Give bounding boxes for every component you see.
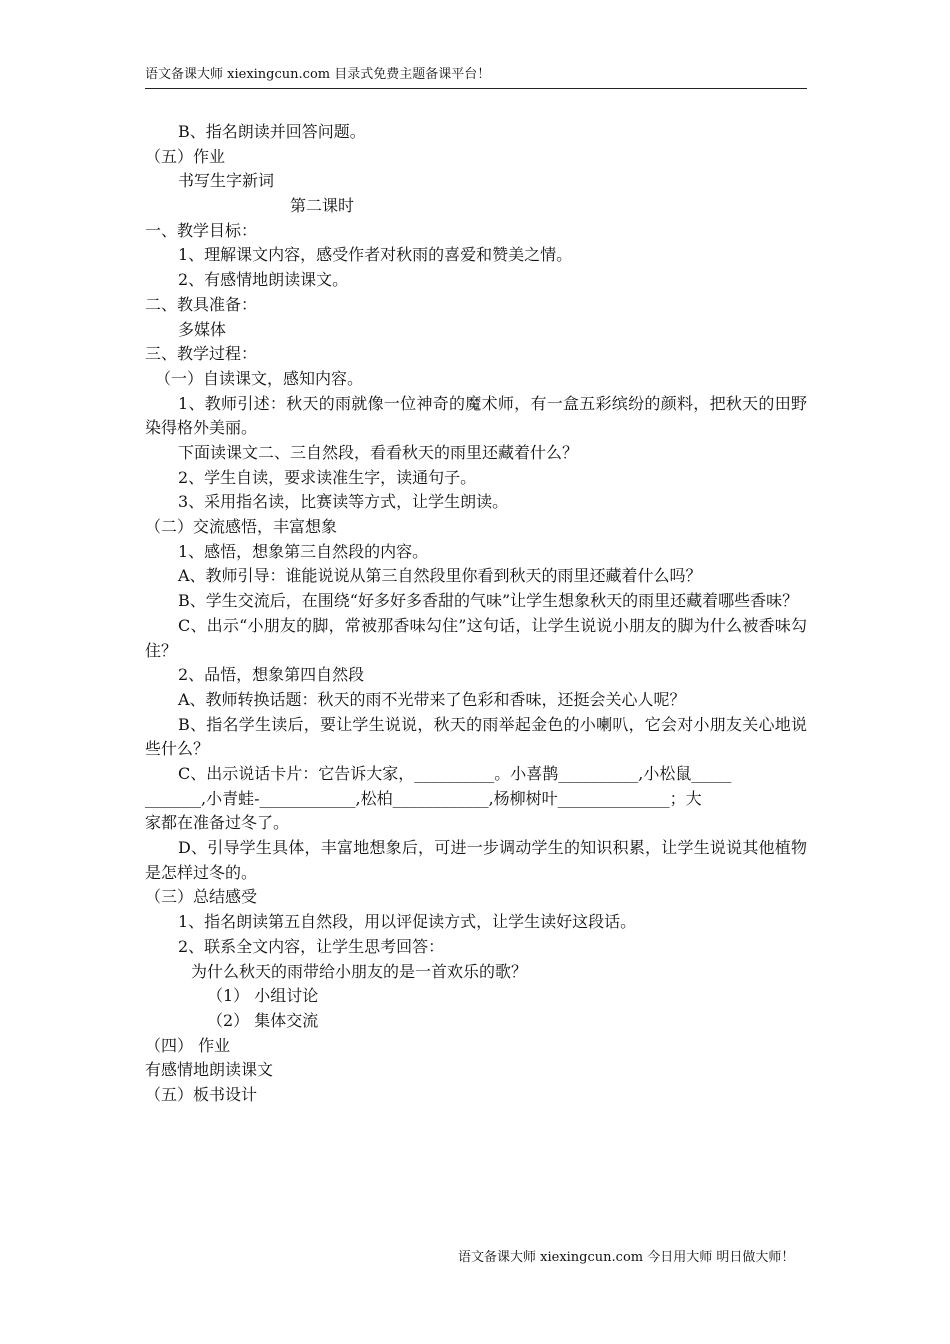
section-heading: 三、教学过程：	[145, 344, 258, 364]
paragraph: D、引导学生具体，丰富地想象后，可进一步调动学生的知识积累，让学生说说其他植物是怎样过冬的。	[145, 838, 807, 882]
text-line: 2、联系全文内容，让学生思考回答：	[178, 936, 445, 956]
text-line: 1、理解课文内容，感受作者对秋雨的喜爱和赞美之情。	[178, 245, 573, 265]
paragraph: B、指名学生读后，要让学生说说，秋天的雨举起金色的小喇叭，它会对小朋友关心地说些什么？	[145, 714, 807, 759]
text-line: 为什么秋天的雨带给小朋友的是一首欢乐的歌？	[191, 961, 528, 981]
text-line: C、出示说话卡片：它告诉大家，__________。小喜鹊__________,小松鼠_____	[178, 763, 732, 783]
text-line: （1） 小组讨论	[207, 986, 319, 1006]
paragraph: B、学生交流后，在围绕“好多好多香甜的气味”让学生想象秋天的雨里还藏着哪些香味？	[178, 591, 799, 611]
text-line: 2、有感情地朗读课文。	[178, 270, 349, 290]
text-line: 有感情地朗读课文	[145, 1060, 274, 1080]
section-heading: 一、教学目标：	[145, 220, 258, 240]
section-heading: 二、教具准备：	[145, 294, 258, 314]
text-line: _______,小青蛙-____________,松柏____________,杨柳树叶______________；大	[145, 788, 702, 808]
subsection-heading: （一）自读课文，感知内容。	[155, 368, 364, 388]
text-line: 多媒体	[178, 319, 227, 339]
text-line: B、指名朗读并回答问题。	[178, 122, 366, 141]
text-line: 下面读课文二、三自然段，看看秋天的雨里还藏着什么？	[178, 442, 579, 462]
subsection-heading: （二）交流感悟，丰富想象	[145, 517, 338, 537]
text-line: 1、感悟，想象第三自然段的内容。	[178, 541, 429, 561]
lesson-title: 第二课时	[290, 196, 355, 216]
subsection-heading: （四） 作业	[145, 1035, 231, 1055]
text-line: 书写生字新词	[178, 171, 275, 191]
paragraph: 1、教师引述：秋天的雨就像一位神奇的魔术师，有一盒五彩缤纷的颜料，把秋天的田野染得格外美丽。	[145, 393, 807, 438]
section-heading: （五）作业	[145, 146, 226, 166]
text-line: 2、品悟，想象第四自然段	[178, 665, 365, 685]
text-line: A、教师转换话题：秋天的雨不光带来了色彩和香味，还挺会关心人呢？	[178, 689, 686, 709]
page-header: 语文备课大师 xiexingcun.com 目录式免费主题备课平台！	[145, 66, 807, 89]
page-footer: 语文备课大师 xiexingcun.com 今日用大师 明日做大师！	[458, 1250, 795, 1265]
paragraph: C、出示“小朋友的脚，常被那香味勾住”这句话，让学生说说小朋友的脚为什么被香味勾住？	[145, 615, 807, 660]
subsection-heading: （三）总结感受	[145, 887, 258, 907]
text-line: （2） 集体交流	[207, 1010, 319, 1030]
subsection-heading: （五）板书设计	[145, 1084, 258, 1104]
text-line: 2、学生自读，要求读准生字，读通句子。	[178, 467, 477, 487]
text-line: 1、指名朗读第五自然段，用以评促读方式，让学生读好这段话。	[178, 912, 637, 932]
text-line: 3、采用指名读，比赛读等方式，让学生朗读。	[178, 492, 509, 512]
text-line: 家都在准备过冬了。	[145, 813, 290, 833]
text-line: A、教师引导：谁能说说从第三自然段里你看到秋天的雨里还藏着什么吗？	[178, 566, 702, 586]
document-body	[145, 120, 807, 1108]
